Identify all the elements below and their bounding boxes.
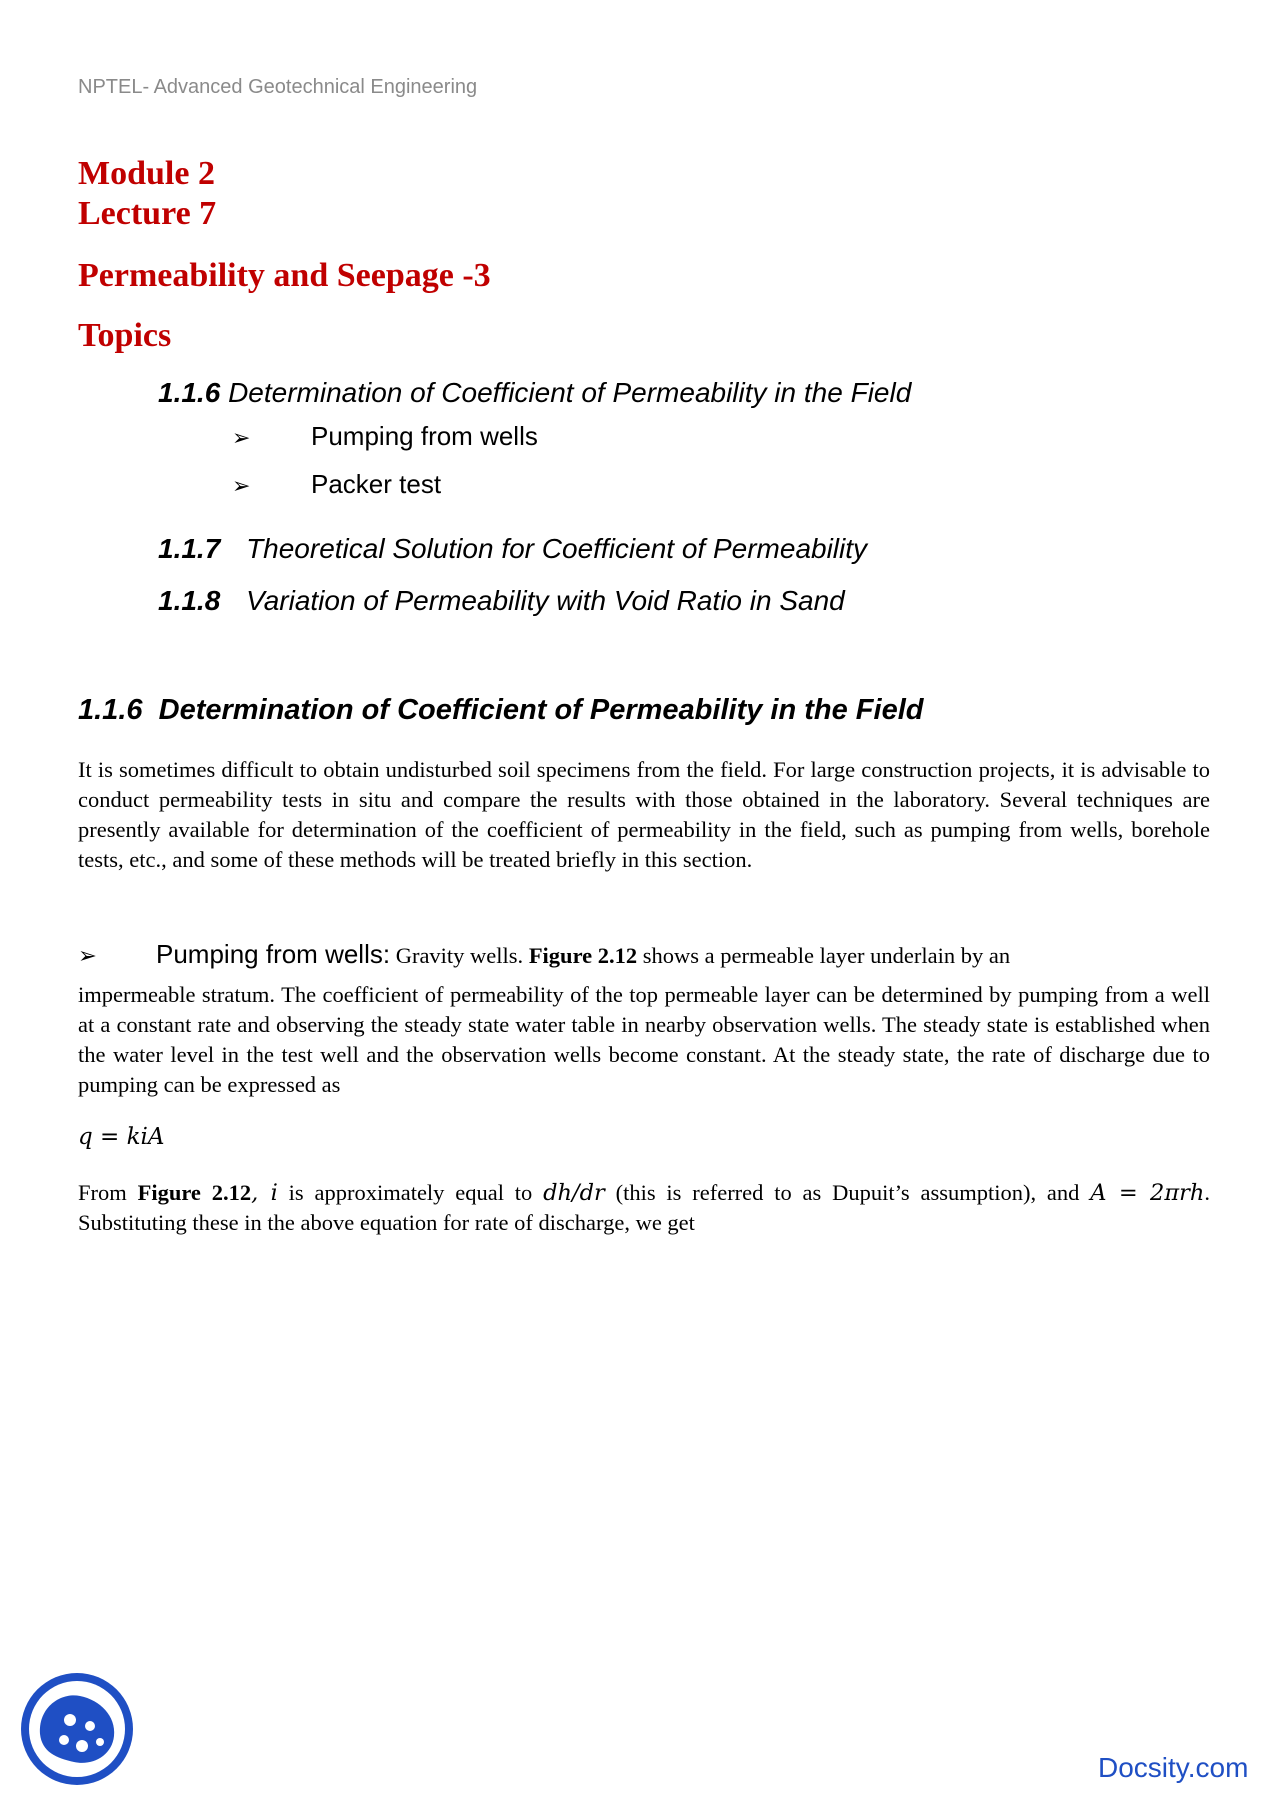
figure-ref: Figure 2.12 <box>528 943 638 968</box>
math-expr: A = 2πrh <box>1090 1180 1205 1206</box>
pumping-bullet-line <box>78 938 1010 972</box>
bullet-text: shows a permeable layer underlain by an <box>642 943 1011 968</box>
arrow-bullet-icon: ➢ <box>232 425 251 450</box>
section-number: 1.1.6 <box>78 694 143 726</box>
section-title: Determination of Coefficient of Permeability in the Field <box>158 694 924 726</box>
bullet-label: Pumping from wells: <box>156 939 391 969</box>
lecture-title: Lecture 7 <box>78 195 217 232</box>
math-var: , i <box>251 1180 278 1206</box>
topic-item <box>158 376 911 410</box>
math-expr: dh/dr <box>543 1180 605 1206</box>
arrow-bullet-icon: ➢ <box>232 473 251 498</box>
para-text: . Substituting these in the above equation for rate of discharge, we get <box>78 1180 1210 1235</box>
topic-text: Theoretical Solution for Coefficient of Permeability <box>246 533 868 564</box>
topic-number: 1.1.7 <box>158 533 221 564</box>
docsity-brand-link[interactable]: Docsity.com <box>1098 1752 1249 1783</box>
topics-heading: Topics <box>78 317 172 354</box>
docsity-logo-icon[interactable] <box>18 1670 136 1788</box>
para-text: (this is referred to as Dupuit’s assumption), and <box>604 1180 1080 1205</box>
subtopic-text: Pumping from wells <box>311 421 538 451</box>
topic-title: Permeability and Seepage -3 <box>78 257 491 294</box>
intro-paragraph: It is sometimes difficult to obtain undisturbed soil specimens from the field. For large construction projects, it is advisable to conduct permeability tests in situ and compare the results with those obtained in the laboratory. Several techniques are presently available for determination of the coefficient of permeability in the field, such as pumping from wells, borehole tests, etc., and some of these methods will be treated briefly in this section. <box>78 757 1210 872</box>
section-heading <box>78 692 923 728</box>
topic-number: 1.1.8 <box>158 585 221 616</box>
module-title: Module 2 <box>78 155 215 192</box>
arrow-bullet-icon: ➢ <box>78 943 97 968</box>
bullet-text: Gravity wells. <box>395 943 524 968</box>
topic-item <box>158 532 867 566</box>
equation: q = kiA <box>78 1124 165 1150</box>
pumping-paragraph: impermeable stratum. The coefficient of permeability of the top permeable layer can be determined by pumping from a well at a constant rate and observing the steady state water table in nearby observation wells. The steady state is established when the water level in the test well and the observation wells become constant. At the steady state, the rate of discharge due to pumping can be expressed as <box>78 982 1210 1097</box>
para-text: is approximately equal to <box>277 1180 544 1205</box>
figure-ref: Figure 2.12 <box>137 1180 252 1205</box>
topic-item <box>158 584 845 618</box>
topic-text: Determination of Coefficient of Permeability in the Field <box>228 377 912 408</box>
dupuit-paragraph <box>78 1178 1210 1238</box>
subtopic-text: Packer test <box>311 469 442 499</box>
para-text: From <box>78 1180 127 1205</box>
page-header: NPTEL- Advanced Geotechnical Engineering <box>78 76 478 98</box>
topic-number: 1.1.6 <box>158 377 221 408</box>
topic-text: Variation of Permeability with Void Ratio in Sand <box>246 585 845 616</box>
